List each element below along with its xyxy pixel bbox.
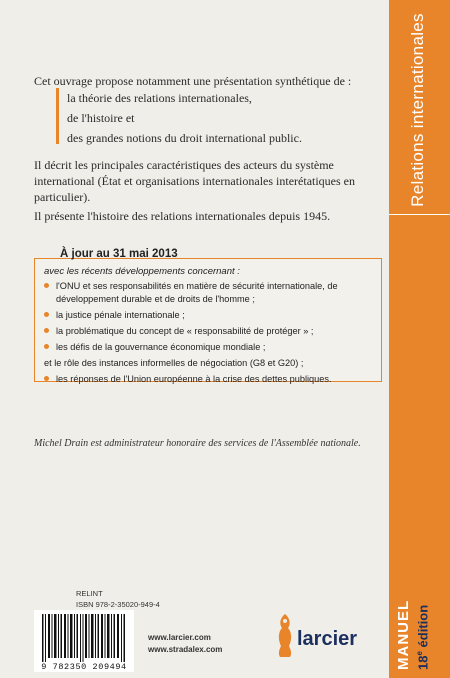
- bullet-dot-icon: [44, 328, 49, 333]
- bullet-dot-icon: [44, 344, 49, 349]
- list-item-plain: et le rôle des instances informelles de négociation (G8 et G20) ;: [44, 358, 304, 368]
- list-item: les défis de la gouvernance économique mondiale ;: [44, 341, 380, 354]
- bullet-dot-icon: [44, 283, 49, 288]
- list-item: les réponses de l'Union européenne à la crise des dettes publiques.: [44, 373, 380, 386]
- actors-paragraph: Il décrit les principales caractéristiques des acteurs du système international (État et organisations internationales interétatiques en particulier).: [34, 158, 356, 204]
- spine-series: MANUEL: [395, 599, 412, 670]
- category-code: RELINT: [76, 589, 103, 598]
- spine-title-area: [389, 10, 450, 210]
- update-title: À jour au 31 mai 2013: [60, 248, 178, 260]
- publisher-logo-text: larcier: [297, 628, 358, 650]
- author-note: Michel Drain est administrateur honoraire des services de l'Assemblée nationale.: [34, 438, 361, 449]
- list-item: la problématique du concept de « responsabilité de protéger » ;: [44, 325, 380, 338]
- platform-url[interactable]: www.stradalex.com: [148, 645, 223, 654]
- spine-divider: [389, 214, 450, 215]
- isbn: ISBN 978-2-35020-949-4: [76, 600, 160, 609]
- update-intro: avec les récents développements concernant :: [44, 266, 240, 277]
- intro-item: des grandes notions du droit international public.: [67, 131, 302, 145]
- update-list: [44, 280, 380, 389]
- spine-edition: [415, 605, 430, 670]
- edition-number: 18: [415, 655, 431, 670]
- spine-bottom: [389, 520, 450, 675]
- publisher-url[interactable]: www.larcier.com: [148, 633, 211, 642]
- bullet-dot-icon: [44, 312, 49, 317]
- intro-accent-bar: [56, 88, 59, 144]
- intro-list: [67, 88, 387, 148]
- list-item: la justice pénale internationale ;: [44, 309, 380, 322]
- intro-item: la théorie des relations internationales,: [67, 91, 252, 105]
- larcier-logo-icon: [274, 612, 296, 658]
- bullet-dot-icon: [44, 376, 49, 381]
- barcode-icon: [34, 610, 134, 662]
- list-item: l'ONU et ses responsabilités en matière de sécurité internationale, de développement durable et de droits de l'homme ;: [44, 280, 380, 306]
- history-paragraph: Il présente l'histoire des relations internationales depuis 1945.: [34, 209, 331, 223]
- barcode-number: 9 782350 209494: [34, 662, 134, 672]
- edition-word: édition: [415, 604, 431, 652]
- edition-sup: e: [415, 651, 424, 656]
- intro-lead: Cet ouvrage propose notamment une présentation synthétique de :: [34, 74, 352, 88]
- barcode: [34, 610, 134, 662]
- intro-item: de l'histoire et: [67, 111, 135, 125]
- spine-title: Relations internationales: [407, 13, 427, 207]
